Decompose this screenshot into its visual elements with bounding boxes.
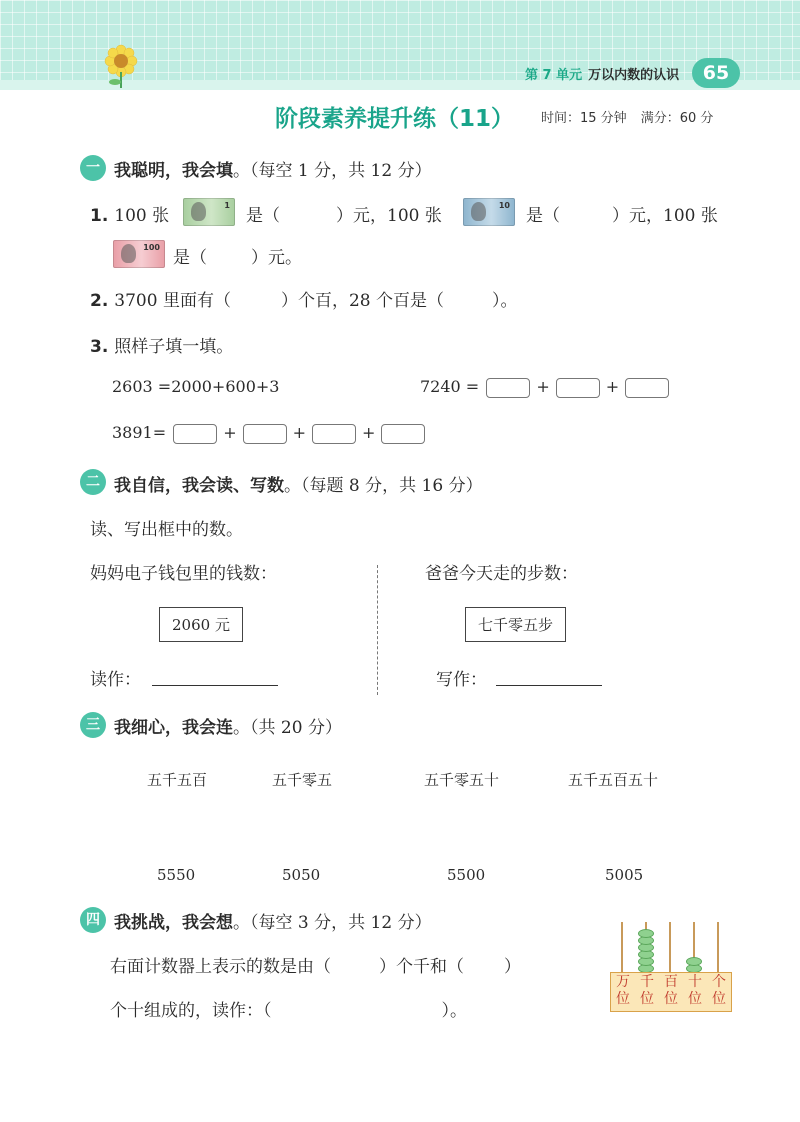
connect-word[interactable]: 五千五百五十	[568, 771, 659, 789]
banknote-1-yuan	[183, 198, 235, 226]
question-2-number: 2.	[90, 291, 109, 311]
equation-7240-lhs: 7240 =	[420, 377, 480, 396]
exam-meta	[541, 107, 727, 126]
question-1-text-d	[526, 201, 718, 226]
question-1-text-b	[246, 201, 442, 226]
answer-box[interactable]	[381, 424, 425, 444]
abacus-label-shi: 十 位	[688, 974, 702, 1007]
abacus-label-bai: 百 位	[664, 974, 678, 1007]
answer-box[interactable]	[625, 378, 669, 398]
answer-line[interactable]	[152, 684, 278, 686]
abacus-label-wan: 万 位	[616, 974, 630, 1007]
section-1-title	[114, 156, 432, 181]
abacus-rod	[669, 922, 671, 972]
question-1-number: 1.	[90, 206, 109, 226]
equation-3891	[112, 423, 427, 444]
question-3-number: 3.	[90, 337, 109, 357]
abacus-label-qian: 千 位	[640, 974, 654, 1007]
divider	[377, 565, 378, 695]
question-1-text-a: 100 张	[114, 206, 170, 226]
right-value-box: 七千零五步	[465, 607, 566, 642]
page-title: 阶段素养提升练（11）	[275, 106, 515, 132]
s4-text-c: ）	[504, 957, 521, 977]
q1-text-g: ）元。	[251, 248, 302, 268]
plus-sign: +	[223, 423, 237, 442]
s4-text-e: ）。	[441, 1001, 467, 1021]
answer-box[interactable]	[173, 424, 217, 444]
plus-sign: +	[536, 377, 550, 396]
question-3-text: 照样子填一填。	[114, 337, 234, 357]
plus-sign: +	[362, 423, 376, 442]
section-2-title	[114, 471, 483, 496]
equation-7240	[420, 377, 671, 398]
q1-text-e: ）元，100 张	[612, 206, 718, 226]
connect-word[interactable]: 五千五百	[147, 771, 208, 789]
left-label: 妈妈电子钱包里的钱数：	[90, 564, 277, 584]
section-4-line-1	[110, 952, 521, 977]
left-value-box: 2060 元	[159, 607, 243, 642]
section-3-score: 。（共 20 分）	[233, 718, 342, 738]
s4-text-d: 个十组成的，读作：（	[110, 1001, 272, 1021]
connect-number[interactable]: 5500	[447, 866, 486, 884]
connect-word[interactable]: 五千零五	[272, 771, 333, 789]
plus-sign: +	[292, 423, 307, 442]
abacus-bead	[686, 957, 702, 966]
section-3-badge: 三	[80, 712, 106, 738]
section-3-heading: 我细心，我会连	[114, 718, 233, 738]
connect-number[interactable]: 5550	[157, 866, 196, 884]
abacus-bead	[638, 929, 654, 938]
q1-blank-open-3: 是（	[173, 248, 207, 268]
q1-text-c: ）元，100 张	[336, 206, 442, 226]
section-1-score: 。（每空 1 分，共 12 分）	[233, 161, 432, 181]
section-1-badge: 一	[80, 155, 106, 181]
left-prompt: 读作：	[90, 670, 141, 690]
connect-word[interactable]: 五千零五十	[424, 771, 500, 789]
banknote-denomination: 10	[498, 201, 510, 210]
page-number: 65	[692, 58, 740, 88]
right-label: 爸爸今天走的步数：	[425, 564, 578, 584]
sunflower-icon	[100, 40, 142, 88]
question-2-text-b: ）个百，28 个百是（	[280, 291, 445, 311]
question-3	[90, 332, 233, 357]
question-1-line-1	[90, 201, 169, 226]
banknote-denomination: 100	[143, 243, 160, 252]
question-2-text-a: 3700 里面有（	[114, 291, 231, 311]
connect-number[interactable]: 5050	[282, 866, 321, 884]
question-2	[90, 286, 518, 311]
answer-box[interactable]	[556, 378, 600, 398]
q1-blank-open-2: 是（	[526, 206, 560, 226]
answer-box[interactable]	[486, 378, 530, 398]
plus-sign: +	[605, 377, 620, 396]
section-2-score: 。（每题 8 分，共 16 分）	[284, 476, 483, 496]
banknote-denomination: 1	[224, 201, 230, 210]
abacus-rod	[621, 922, 623, 972]
section-4-badge: 四	[80, 907, 106, 933]
question-1-text-f	[173, 243, 302, 268]
question-2-text-c: ）。	[492, 291, 518, 311]
s4-text-b: ）个千和（	[379, 957, 464, 977]
unit-name: 万以内数的认识	[588, 68, 680, 83]
abacus-rod	[717, 922, 719, 972]
s4-text-a: 右面计数器上表示的数是由（	[110, 957, 331, 977]
section-1-heading: 我聪明，我会填	[114, 161, 233, 181]
section-4-title	[114, 908, 432, 933]
unit-number: 第 7 单元	[525, 68, 583, 83]
abacus-label-ge: 个 位	[712, 974, 726, 1007]
section-2-instruction: 读、写出框中的数。	[90, 520, 243, 540]
unit-title	[525, 64, 679, 83]
answer-line[interactable]	[496, 684, 602, 686]
section-3-title	[114, 713, 342, 738]
banknote-100-yuan	[113, 240, 165, 268]
section-4-line-2	[110, 996, 467, 1021]
section-2-heading: 我自信，我会读、写数	[114, 476, 284, 496]
banknote-10-yuan	[463, 198, 515, 226]
section-2-badge: 二	[80, 469, 106, 495]
answer-box[interactable]	[243, 424, 287, 444]
full-score: 满分：60 分	[640, 111, 714, 126]
section-4-heading: 我挑战，我会想	[114, 913, 233, 933]
answer-box[interactable]	[312, 424, 356, 444]
right-prompt: 写作：	[436, 670, 487, 690]
section-4-score: 。（每空 3 分，共 12 分）	[233, 913, 432, 933]
example-equation: 2603 =2000+600+3	[112, 377, 280, 396]
connect-number[interactable]: 5005	[605, 866, 644, 884]
time-limit: 时间：15 分钟	[541, 111, 627, 126]
q1-blank-open: 是（	[246, 206, 280, 226]
equation-3891-lhs: 3891=	[112, 423, 167, 442]
